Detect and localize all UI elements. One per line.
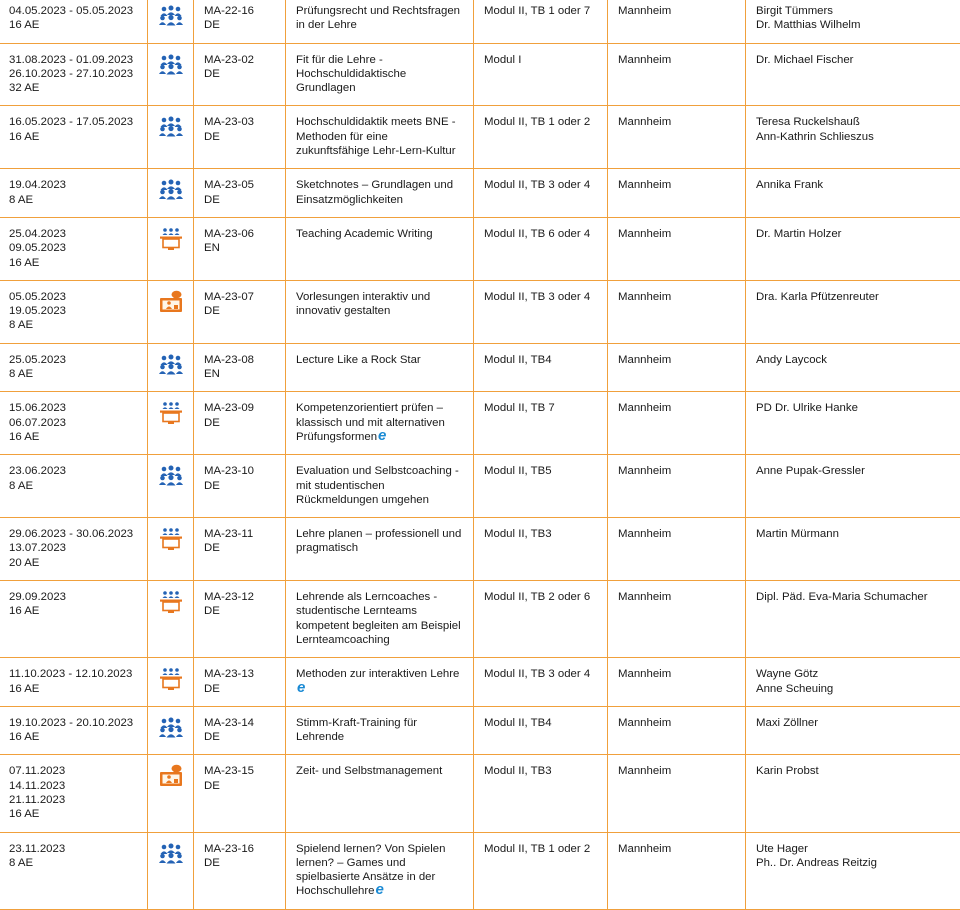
format-cell <box>148 658 194 707</box>
course-module: Modul II, TB5 <box>484 465 552 477</box>
module-cell <box>474 832 608 909</box>
course-language: DE <box>204 730 275 744</box>
code-cell <box>194 658 286 707</box>
course-title: Zeit- und Selbstmanagement <box>296 765 442 777</box>
course-units: 8 AE <box>9 479 137 493</box>
code-cell <box>194 0 286 43</box>
leaders-cell <box>746 343 960 392</box>
course-date: 25.04.2023 <box>9 227 137 241</box>
group-icon <box>158 465 184 477</box>
date-cell <box>0 217 148 280</box>
e-learning-icon[interactable]: e <box>378 431 386 441</box>
course-location: Mannheim <box>618 528 671 540</box>
course-language: DE <box>204 130 275 144</box>
code-cell <box>194 392 286 455</box>
course-language: DE <box>204 682 275 696</box>
leaders-cell <box>746 106 960 169</box>
course-location: Mannheim <box>618 354 671 366</box>
format-cell <box>148 392 194 455</box>
course-code: MA-23-05 <box>204 178 275 192</box>
course-code: MA-23-08 <box>204 353 275 367</box>
group-icon <box>158 354 184 366</box>
course-title: Hochschuldidaktik meets BNE - Methoden für eine zukunftsfähige Lehr-Lern-Kultur <box>296 116 456 157</box>
course-units: 16 AE <box>9 682 137 696</box>
course-date: 25.05.2023 <box>9 353 137 367</box>
course-date: 19.04.2023 <box>9 178 137 192</box>
format-cell <box>148 343 194 392</box>
course-date: 14.11.2023 <box>9 779 137 793</box>
course-location: Mannheim <box>618 54 671 66</box>
course-leader: Dr. Michael Fischer <box>756 53 960 67</box>
course-row <box>0 706 960 755</box>
date-cell <box>0 0 148 43</box>
course-location: Mannheim <box>618 116 671 128</box>
course-title: Kompetenzorientiert prüfen – klassisch und mit alternativen Prüfungsformen <box>296 402 445 443</box>
course-units: 16 AE <box>9 604 137 618</box>
course-location: Mannheim <box>618 228 671 240</box>
course-location: Mannheim <box>618 717 671 729</box>
format-cell <box>148 581 194 658</box>
course-module: Modul II, TB 1 oder 7 <box>484 5 590 17</box>
course-module: Modul II, TB4 <box>484 717 552 729</box>
course-title: Lehrende als Lerncoaches - studentische Lernteams kompetent begleiten am Beispiel Lernteamcoaching <box>296 591 461 646</box>
date-cell <box>0 169 148 218</box>
course-language: DE <box>204 856 275 870</box>
title-cell <box>286 581 474 658</box>
course-date: 19.10.2023 - 20.10.2023 <box>9 716 137 730</box>
format-cell <box>148 217 194 280</box>
title-cell <box>286 106 474 169</box>
course-row <box>0 217 960 280</box>
course-language: DE <box>204 479 275 493</box>
course-title: Lehre planen – professionell und pragmatisch <box>296 528 461 554</box>
course-row <box>0 518 960 581</box>
course-leader: Ph.. Dr. Andreas Reitzig <box>756 856 960 870</box>
code-cell <box>194 280 286 343</box>
course-code: MA-23-07 <box>204 290 275 304</box>
course-date: 11.10.2023 - 12.10.2023 <box>9 667 137 681</box>
format-cell <box>148 706 194 755</box>
course-module: Modul II, TB 6 oder 4 <box>484 228 590 240</box>
course-row <box>0 832 960 909</box>
location-cell <box>608 43 746 106</box>
format-cell <box>148 280 194 343</box>
location-cell <box>608 455 746 518</box>
course-leader: Karin Probst <box>756 764 960 778</box>
online-icon <box>158 668 184 680</box>
group-icon <box>158 717 184 729</box>
course-units: 8 AE <box>9 856 137 870</box>
course-units: 16 AE <box>9 430 137 444</box>
course-date: 21.11.2023 <box>9 793 137 807</box>
location-cell <box>608 832 746 909</box>
format-cell <box>148 832 194 909</box>
title-cell <box>286 217 474 280</box>
course-title: Evaluation und Selbstcoaching - mit studentischen Rückmeldungen umgehen <box>296 465 459 506</box>
date-cell <box>0 43 148 106</box>
leaders-cell <box>746 169 960 218</box>
module-cell <box>474 658 608 707</box>
code-cell <box>194 43 286 106</box>
module-cell <box>474 755 608 832</box>
date-cell <box>0 343 148 392</box>
course-code: MA-23-03 <box>204 115 275 129</box>
leaders-cell <box>746 755 960 832</box>
module-cell <box>474 392 608 455</box>
location-cell <box>608 0 746 43</box>
course-units: 32 AE <box>9 81 137 95</box>
course-units: 16 AE <box>9 18 137 32</box>
course-title: Methoden zur interaktiven Lehre <box>296 668 459 680</box>
course-row <box>0 43 960 106</box>
course-leader: Annika Frank <box>756 178 960 192</box>
date-cell <box>0 706 148 755</box>
leaders-cell <box>746 0 960 43</box>
module-cell <box>474 706 608 755</box>
course-language: DE <box>204 67 275 81</box>
location-cell <box>608 755 746 832</box>
online-icon <box>158 228 184 240</box>
code-cell <box>194 755 286 832</box>
date-cell <box>0 581 148 658</box>
code-cell <box>194 832 286 909</box>
course-date: 19.05.2023 <box>9 304 137 318</box>
course-module: Modul II, TB3 <box>484 765 552 777</box>
format-cell <box>148 43 194 106</box>
course-language: DE <box>204 18 275 32</box>
date-cell <box>0 658 148 707</box>
course-code: MA-23-10 <box>204 464 275 478</box>
course-row <box>0 392 960 455</box>
leaders-cell <box>746 455 960 518</box>
location-cell <box>608 706 746 755</box>
code-cell <box>194 217 286 280</box>
date-cell <box>0 455 148 518</box>
title-cell <box>286 43 474 106</box>
leaders-cell <box>746 658 960 707</box>
e-learning-icon[interactable]: e <box>376 885 384 895</box>
course-code: MA-23-02 <box>204 53 275 67</box>
course-date: 26.10.2023 - 27.10.2023 <box>9 67 137 81</box>
leaders-cell <box>746 392 960 455</box>
code-cell <box>194 343 286 392</box>
location-cell <box>608 343 746 392</box>
leaders-cell <box>746 706 960 755</box>
course-date: 31.08.2023 - 01.09.2023 <box>9 53 137 67</box>
course-language: DE <box>204 779 275 793</box>
course-units: 8 AE <box>9 367 137 381</box>
code-cell <box>194 169 286 218</box>
format-cell <box>148 755 194 832</box>
course-code: MA-23-11 <box>204 527 275 541</box>
title-cell <box>286 658 474 707</box>
course-date: 23.06.2023 <box>9 464 137 478</box>
title-cell <box>286 169 474 218</box>
course-leader: Wayne Götz <box>756 667 960 681</box>
course-module: Modul II, TB3 <box>484 528 552 540</box>
code-cell <box>194 106 286 169</box>
course-title: Spielend lernen? Von Spielen lernen? – Games und spielbasierte Ansätze in der Hochschullehre <box>296 843 445 898</box>
course-title: Vorlesungen interaktiv und innovativ gestalten <box>296 291 430 317</box>
course-leader: Maxi Zöllner <box>756 716 960 730</box>
course-module: Modul II, TB 1 oder 2 <box>484 116 590 128</box>
location-cell <box>608 658 746 707</box>
course-title: Lecture Like a Rock Star <box>296 354 421 366</box>
course-language: DE <box>204 193 275 207</box>
group-icon <box>158 54 184 66</box>
location-cell <box>608 280 746 343</box>
group-icon <box>158 179 184 191</box>
course-module: Modul II, TB 3 oder 4 <box>484 179 590 191</box>
leaders-cell <box>746 518 960 581</box>
course-units: 16 AE <box>9 730 137 744</box>
module-cell <box>474 0 608 43</box>
format-cell <box>148 518 194 581</box>
course-date: 04.05.2023 - 05.05.2023 <box>9 4 137 18</box>
course-leader: Anne Scheuing <box>756 682 960 696</box>
course-leader: Ann-Kathrin Schlieszus <box>756 130 960 144</box>
title-cell <box>286 392 474 455</box>
course-code: MA-23-14 <box>204 716 275 730</box>
code-cell <box>194 706 286 755</box>
course-units: 16 AE <box>9 807 137 821</box>
course-leader: Birgit Tümmers <box>756 4 960 18</box>
code-cell <box>194 455 286 518</box>
location-cell <box>608 169 746 218</box>
course-row <box>0 658 960 707</box>
code-cell <box>194 581 286 658</box>
course-leader: Dr. Matthias Wilhelm <box>756 18 960 32</box>
course-leader: Ute Hager <box>756 842 960 856</box>
date-cell <box>0 518 148 581</box>
course-row <box>0 343 960 392</box>
course-location: Mannheim <box>618 5 671 17</box>
course-leader: Dra. Karla Pfützenreuter <box>756 290 960 304</box>
course-date: 15.06.2023 <box>9 401 137 415</box>
course-code: MA-23-06 <box>204 227 275 241</box>
title-cell <box>286 280 474 343</box>
location-cell <box>608 217 746 280</box>
date-cell <box>0 280 148 343</box>
course-row <box>0 581 960 658</box>
course-title: Stimm-Kraft-Training für Lehrende <box>296 717 417 743</box>
date-cell <box>0 755 148 832</box>
course-units: 16 AE <box>9 256 137 270</box>
course-date: 13.07.2023 <box>9 541 137 555</box>
title-cell <box>286 518 474 581</box>
course-leader: Dr. Martin Holzer <box>756 227 960 241</box>
course-module: Modul II, TB4 <box>484 354 552 366</box>
course-date: 23.11.2023 <box>9 842 137 856</box>
module-cell <box>474 581 608 658</box>
course-date: 16.05.2023 - 17.05.2023 <box>9 115 137 129</box>
group-icon <box>158 843 184 855</box>
course-date: 05.05.2023 <box>9 290 137 304</box>
course-row <box>0 755 960 832</box>
course-location: Mannheim <box>618 843 671 855</box>
course-row <box>0 280 960 343</box>
course-language: DE <box>204 541 275 555</box>
date-cell <box>0 832 148 909</box>
online-icon <box>158 528 184 540</box>
course-code: MA-23-16 <box>204 842 275 856</box>
course-leader: Teresa Ruckelshauß <box>756 115 960 129</box>
course-module: Modul II, TB 3 oder 4 <box>484 291 590 303</box>
course-leader: Martin Mürmann <box>756 527 960 541</box>
course-units: 16 AE <box>9 130 137 144</box>
blended-icon <box>158 765 184 777</box>
title-cell <box>286 455 474 518</box>
course-date: 09.05.2023 <box>9 241 137 255</box>
leaders-cell <box>746 280 960 343</box>
code-cell <box>194 518 286 581</box>
format-cell <box>148 106 194 169</box>
course-location: Mannheim <box>618 668 671 680</box>
course-date: 29.09.2023 <box>9 590 137 604</box>
course-language: EN <box>204 367 275 381</box>
course-date: 07.11.2023 <box>9 764 137 778</box>
course-module: Modul II, TB 7 <box>484 402 555 414</box>
date-cell <box>0 106 148 169</box>
online-icon <box>158 402 184 414</box>
course-code: MA-23-15 <box>204 764 275 778</box>
location-cell <box>608 518 746 581</box>
module-cell <box>474 106 608 169</box>
leaders-cell <box>746 217 960 280</box>
group-icon <box>158 5 184 17</box>
course-code: MA-23-12 <box>204 590 275 604</box>
location-cell <box>608 581 746 658</box>
course-location: Mannheim <box>618 179 671 191</box>
group-icon <box>158 116 184 128</box>
leaders-cell <box>746 581 960 658</box>
course-row <box>0 0 960 43</box>
location-cell <box>608 392 746 455</box>
course-location: Mannheim <box>618 465 671 477</box>
module-cell <box>474 217 608 280</box>
course-date: 29.06.2023 - 30.06.2023 <box>9 527 137 541</box>
course-units: 20 AE <box>9 556 137 570</box>
course-code: MA-23-13 <box>204 667 275 681</box>
format-cell <box>148 0 194 43</box>
e-learning-icon[interactable]: e <box>297 683 305 693</box>
course-module: Modul I <box>484 54 521 66</box>
course-title: Fit für die Lehre - Hochschuldidaktische Grundlagen <box>296 54 406 95</box>
course-units: 8 AE <box>9 193 137 207</box>
module-cell <box>474 343 608 392</box>
module-cell <box>474 169 608 218</box>
title-cell <box>286 0 474 43</box>
course-leader: Anne Pupak-Gressler <box>756 464 960 478</box>
leaders-cell <box>746 43 960 106</box>
online-icon <box>158 591 184 603</box>
title-cell <box>286 755 474 832</box>
module-cell <box>474 455 608 518</box>
course-units: 8 AE <box>9 318 137 332</box>
course-code: MA-23-09 <box>204 401 275 415</box>
course-language: DE <box>204 604 275 618</box>
format-cell <box>148 455 194 518</box>
format-cell <box>148 169 194 218</box>
title-cell <box>286 832 474 909</box>
location-cell <box>608 106 746 169</box>
module-cell <box>474 518 608 581</box>
course-module: Modul II, TB 1 oder 2 <box>484 843 590 855</box>
title-cell <box>286 706 474 755</box>
course-title: Prüfungsrecht und Rechtsfragen in der Lehre <box>296 5 460 31</box>
title-cell <box>286 343 474 392</box>
course-leader: PD Dr. Ulrike Hanke <box>756 401 960 415</box>
course-row <box>0 455 960 518</box>
course-language: EN <box>204 241 275 255</box>
course-location: Mannheim <box>618 765 671 777</box>
course-language: DE <box>204 416 275 430</box>
course-row <box>0 169 960 218</box>
course-location: Mannheim <box>618 402 671 414</box>
course-leader: Dipl. Päd. Eva-Maria Schumacher <box>756 590 960 604</box>
course-row <box>0 106 960 169</box>
leaders-cell <box>746 832 960 909</box>
course-date: 06.07.2023 <box>9 416 137 430</box>
course-title: Sketchnotes – Grundlagen und Einsatzmöglichkeiten <box>296 179 453 205</box>
module-cell <box>474 43 608 106</box>
course-code: MA-22-16 <box>204 4 275 18</box>
module-cell <box>474 280 608 343</box>
date-cell <box>0 392 148 455</box>
course-title: Teaching Academic Writing <box>296 228 433 240</box>
course-location: Mannheim <box>618 291 671 303</box>
course-language: DE <box>204 304 275 318</box>
course-location: Mannheim <box>618 591 671 603</box>
course-module: Modul II, TB 3 oder 4 <box>484 668 590 680</box>
course-module: Modul II, TB 2 oder 6 <box>484 591 590 603</box>
blended-icon <box>158 291 184 303</box>
course-leader: Andy Laycock <box>756 353 960 367</box>
